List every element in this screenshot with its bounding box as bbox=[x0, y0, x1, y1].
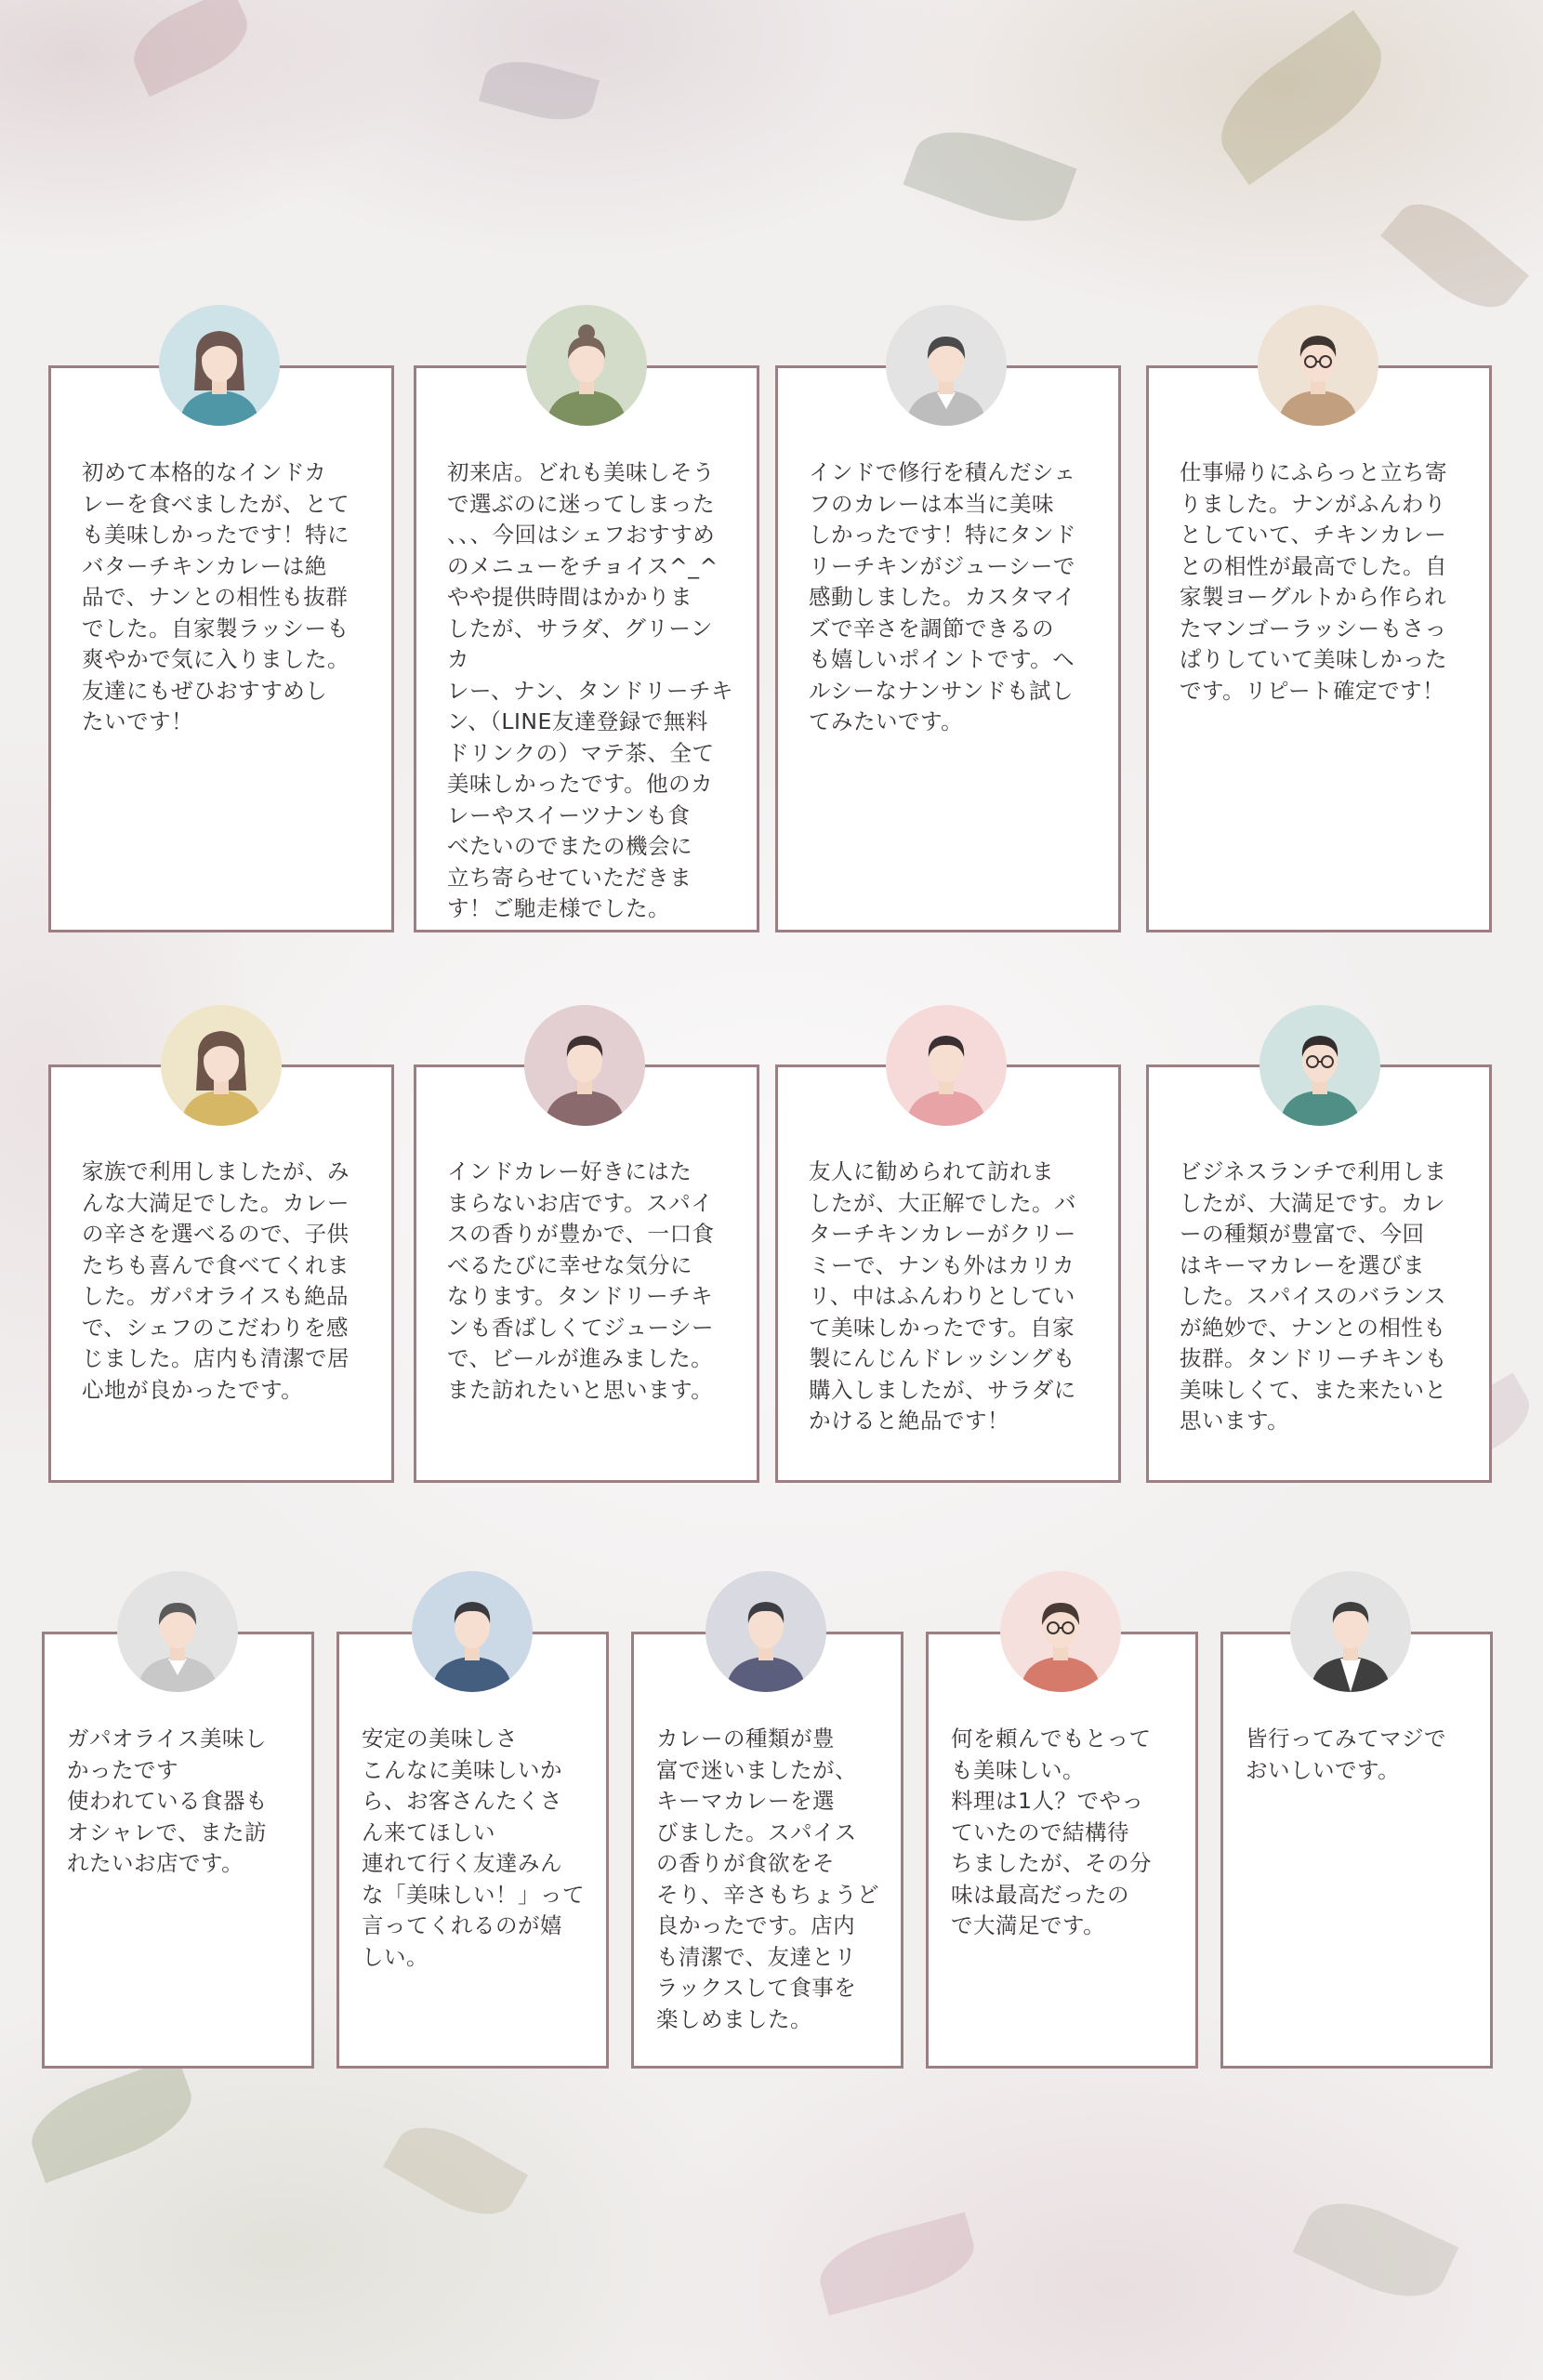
review-text: 初来店。どれも美味しそう で選ぶのに迷ってしまった 、、、今回はシェフおすすめ のメニューをチョイス^_^ やや提供時間はかかりま したが、サラダ、グリーンカ レー、ナン、タンドリーチキ ン、（LINE友達登録で無料 ドリンクの）マテ茶、全て 美味しかったです。他のカ レーやスイーツナンも食 べたいのでまたの機会に 立ち寄らせていただきま す！ご馳走様でした。 bbox=[447, 459, 734, 921]
review-text: 何を頼んでもとって も美味しい。 料理は1人？でやっ ていたので結構待 ちましたが、その分 味は最高だったの で大満足です。 bbox=[951, 1726, 1152, 1938]
review-card bbox=[414, 365, 759, 932]
review-text: 皆行ってみてマジで おいしいです。 bbox=[1246, 1726, 1446, 1783]
review-text: 友人に勧められて訪れま したが、大正解でした。バ ターチキンカレーがクリー ミーで、ナンも外はカリカ リ、中はふんわりとしてい て美味しかったです。自家 製にんじんドレッシングも 購入しましたが、サラダに かけると絶品です！ bbox=[809, 1158, 1076, 1434]
review-text: 仕事帰りにふらっと立ち寄 りました。ナンがふんわり としていて、チキンカレー との相性が最高でした。自 家製ヨーグルトから作られ たマンゴーラッシーもさっ ぱりしていて美味しかった です。リピート確定です！ bbox=[1180, 459, 1447, 704]
man-glasses-avatar-icon bbox=[1258, 305, 1378, 426]
review-card bbox=[336, 1632, 609, 2069]
review-card bbox=[414, 1064, 759, 1483]
review-card bbox=[775, 365, 1121, 932]
decorative-leaf bbox=[122, 0, 258, 97]
man-jacket-avatar-icon bbox=[1290, 1571, 1411, 1692]
review-card bbox=[1146, 1064, 1492, 1483]
decorative-leaf bbox=[479, 51, 600, 129]
decorative-leaf bbox=[383, 2110, 528, 2232]
decorative-leaf bbox=[1201, 10, 1401, 185]
person-avatar-icon bbox=[886, 1005, 1007, 1126]
decorative-flower bbox=[812, 2212, 982, 2316]
decorative-leaf bbox=[20, 2056, 204, 2184]
decorative-leaf bbox=[1293, 2185, 1459, 2315]
review-card bbox=[1220, 1632, 1493, 2069]
review-card bbox=[48, 365, 394, 932]
review-card bbox=[775, 1064, 1121, 1483]
woman-long-hair-avatar-icon bbox=[161, 1005, 282, 1126]
review-text: カレーの種類が豊 富で迷いましたが、 キーマカレーを選 びました。スパイス の香りが食欲をそ そり、辛さもちょうど 良かったです。店内 も清潔で、友達とリ ラックスして食事を 楽しめました。 bbox=[656, 1726, 879, 2032]
man-avatar-icon bbox=[706, 1571, 826, 1692]
man-avatar-icon bbox=[412, 1571, 533, 1692]
review-text: インドカレー好きにはた まらないお店です。スパイ スの香りが豊かで、一口食 べるたびに幸せな気分に なります。タンドリーチキ ンも香ばしくてジューシー で、ビールが進みました。 また訪れたいと思います。 bbox=[447, 1158, 715, 1403]
woman-bun-avatar-icon bbox=[526, 305, 647, 426]
review-card bbox=[631, 1632, 903, 2069]
woman-avatar-icon bbox=[159, 305, 280, 426]
decorative-leaf bbox=[903, 114, 1076, 238]
review-card bbox=[926, 1632, 1198, 2069]
review-card bbox=[48, 1064, 394, 1483]
review-text: ガパオライス美味し かったです 使われている食器も オシャレで、また訪 れたいお店です。 bbox=[67, 1726, 268, 1876]
review-text: インドで修行を積んだシェ フのカレーは本当に美味 しかったです！特にタンド リーチキンがジューシーで 感動しました。カスタマイ ズで辛さを調節できるの も嬉しいポイントです。ヘ ルシーなナンサンドも試し てみたいです。 bbox=[809, 459, 1076, 734]
review-card bbox=[42, 1632, 314, 2069]
man-avatar-icon bbox=[524, 1005, 645, 1126]
decorative-leaf bbox=[1380, 186, 1529, 325]
review-card bbox=[1146, 365, 1492, 932]
review-text: ビジネスランチで利用しま したが、大満足です。カレ ーの種類が豊富で、今回 はキーマカレーを選びま した。スパイスのバランス が絶妙で、ナンとの相性も 抜群。タンドリーチキンも 美味しくて、また来たいと 思います。 bbox=[1180, 1158, 1447, 1434]
woman-glasses-avatar-icon bbox=[1000, 1571, 1121, 1692]
review-text: 初めて本格的なインドカ レーを食べましたが、とて も美味しかったです！特に バターチキンカレーは絶 品で、ナンとの相性も抜群 でした。自家製ラッシーも 爽やかで気に入りました。 友達にもぜひおすすめし たいです！ bbox=[82, 459, 349, 734]
woman-short-avatar-icon bbox=[886, 305, 1007, 426]
review-text: 家族で利用しましたが、み んな大満足でした。カレー の辛さを選べるので、子供 たちも喜んで食べてくれま した。ガパオライスも絶品 で、シェフのこだわりを感 じました。店内も清潔で居 心地が良かったです。 bbox=[82, 1158, 349, 1403]
man-glasses-avatar-icon bbox=[1259, 1005, 1380, 1126]
woman-short-avatar-icon bbox=[117, 1571, 238, 1692]
review-text: 安定の美味しさ こんなに美味しいか ら、お客さんたくさ ん来てほしい 連れて行く友達みん な「美味しい！」って 言ってくれるのが嬉 しい。 bbox=[362, 1726, 585, 1970]
